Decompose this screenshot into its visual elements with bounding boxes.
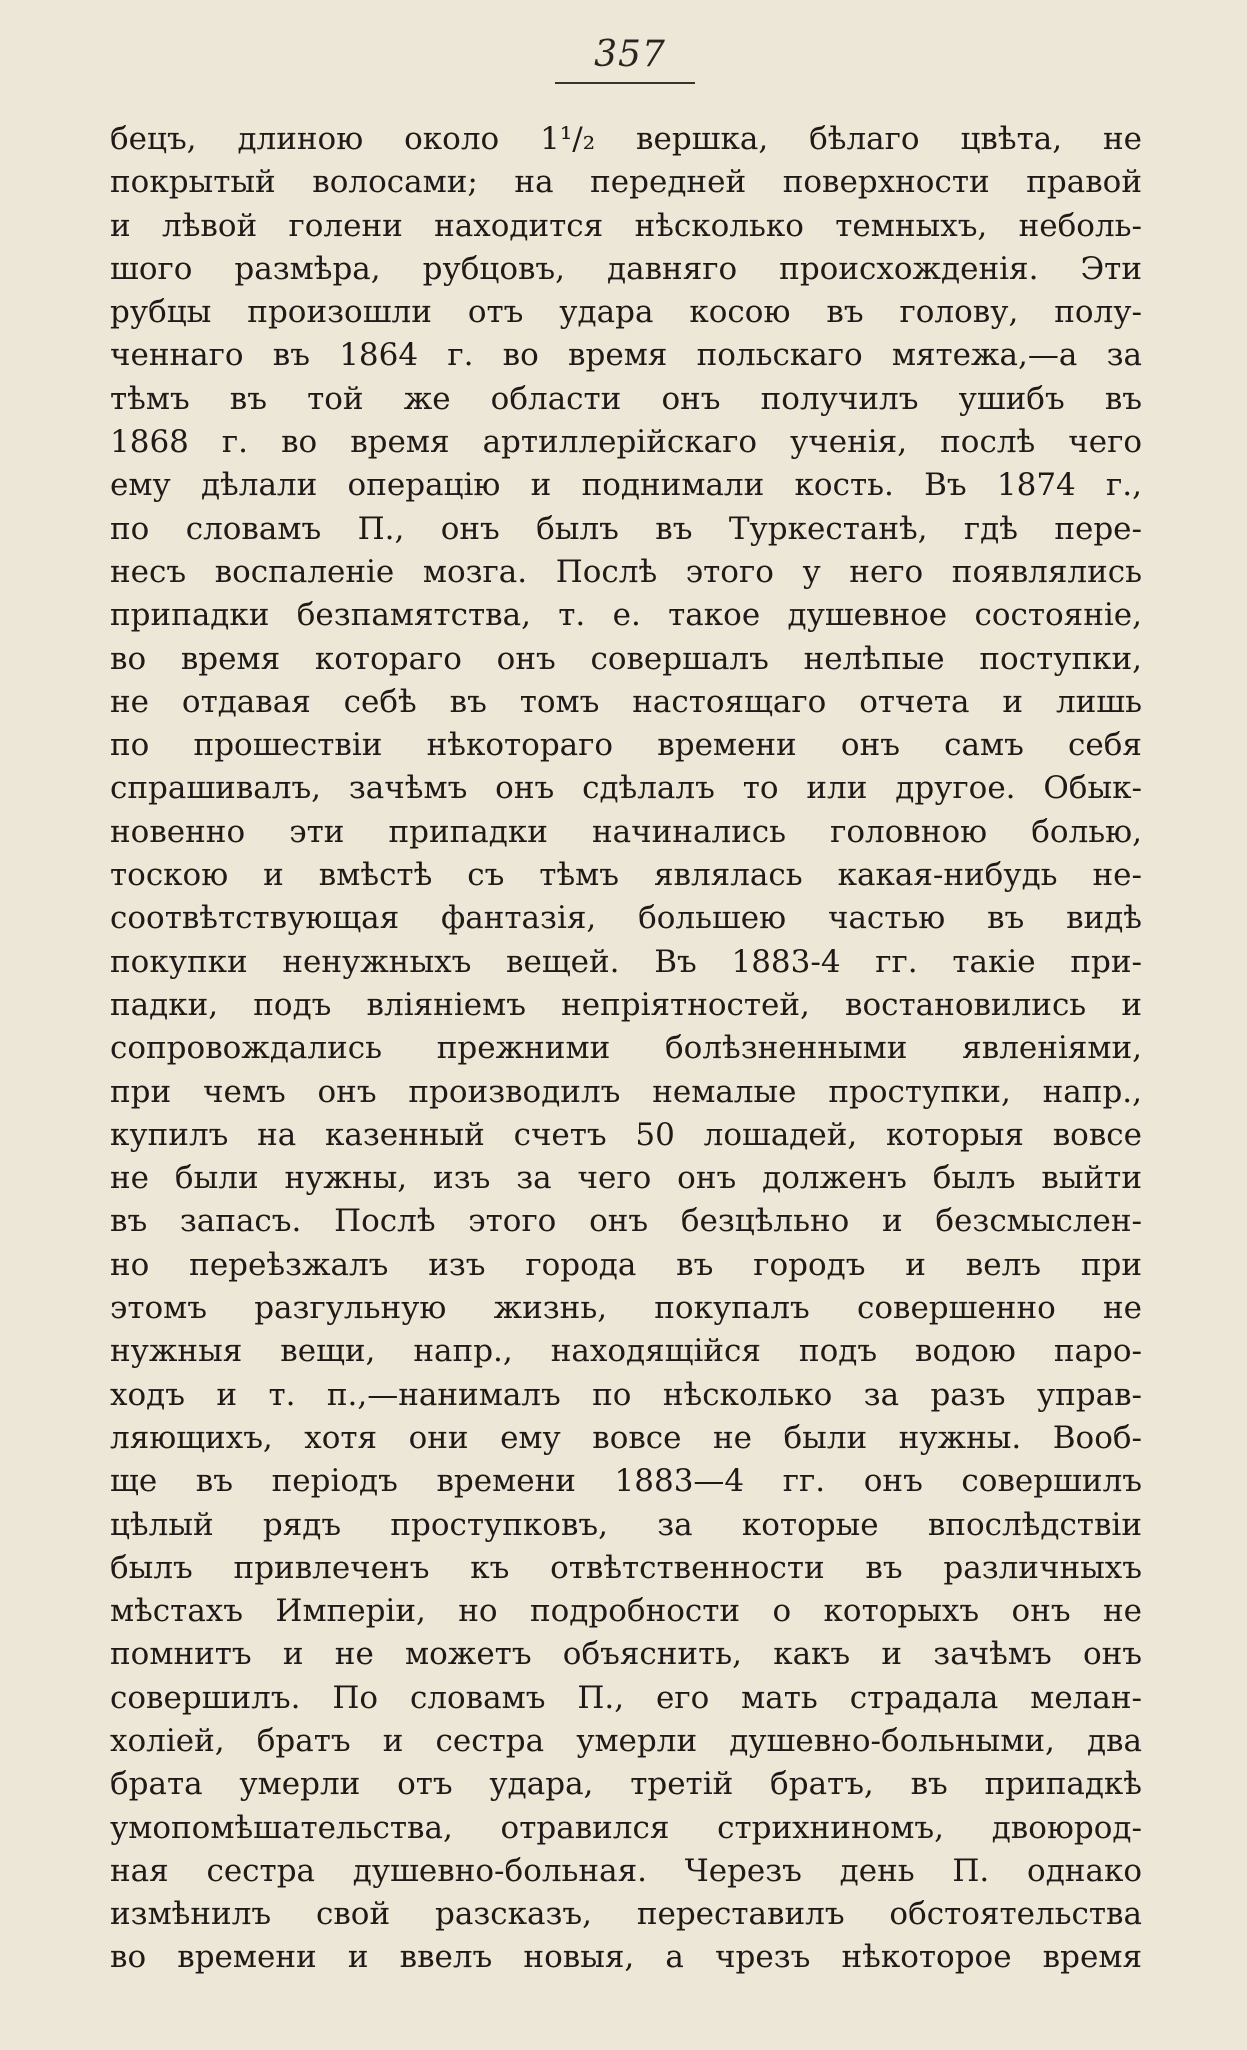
text-line: холіей, братъ и сестра умерли душевно-больными, два — [110, 1722, 1142, 1759]
text-line: по словамъ П., онъ былъ въ Туркестанѣ, гдѣ пере- — [110, 510, 1142, 547]
text-line: новенно эти припадки начинались головною болью, — [110, 813, 1142, 850]
text-line: покрытый волосами; на передней поверхности правой — [110, 164, 1142, 201]
text-line: спрашивалъ, зачѣмъ онъ сдѣлалъ то или другое. Обык- — [110, 770, 1142, 807]
page-number: 357 — [594, 34, 666, 75]
text-line: соотвѣтствующая фантазія, большею частью въ видѣ — [110, 900, 1142, 937]
text-line: этомъ разгульную жизнь, покупалъ совершенно не — [110, 1290, 1142, 1327]
text-line: бецъ, длиною около 1¹/₂ вершка, бѣлаго цвѣта, не — [110, 121, 1142, 157]
text-line: умопомѣшательства, отравился стрихниномъ, двоюрод- — [110, 1809, 1142, 1846]
text-line: не были нужны, изъ за чего онъ долженъ былъ выйти — [110, 1160, 1142, 1197]
text-line: былъ привлеченъ къ отвѣтственности въ различныхъ — [110, 1549, 1142, 1586]
text-line: тоскою и вмѣстѣ съ тѣмъ являлась какая-нибудь не- — [110, 857, 1142, 894]
text-line: мѣстахъ Имперіи, но подробности о которыхъ онъ не — [110, 1593, 1142, 1630]
text-line: во времени и ввелъ новыя, а чрезъ нѣкоторое время — [110, 1939, 1142, 1976]
text-line: измѣнилъ свой разсказъ, переставилъ обстоятельства — [110, 1896, 1142, 1933]
text-line: и лѣвой голени находится нѣсколько темныхъ, неболь- — [110, 207, 1142, 244]
text-line: покупки ненужныхъ вещей. Въ 1883-4 гг. такіе при- — [110, 943, 1142, 980]
text-line: при чемъ онъ производилъ немалые проступки, напр., — [110, 1073, 1142, 1110]
text-line: но переѣзжалъ изъ города въ городъ и велъ при — [110, 1246, 1142, 1283]
text-line: ная сестра душевно-больная. Черезъ день П. однако — [110, 1852, 1142, 1889]
text-line: купилъ на казенный счетъ 50 лошадей, которыя вовсе — [110, 1116, 1142, 1153]
text-line: шого размѣра, рубцовъ, давняго происхожденія. Эти — [110, 250, 1142, 287]
text-line: во время котораго онъ совершалъ нелѣпые поступки, — [110, 640, 1142, 677]
text-line: 1868 г. во время артиллерійскаго ученія, послѣ чего — [110, 424, 1142, 461]
text-line: ченнаго въ 1864 г. во время польскаго мятежа,—а за — [110, 337, 1142, 374]
text-line: не отдавая себѣ въ томъ настоящаго отчета и лишь — [110, 683, 1142, 720]
text-line: несъ воспаленіе мозга. Послѣ этого у него появлялись — [110, 553, 1142, 590]
text-line: припадки безпамятства, т. е. такое душевное состояніе, — [110, 597, 1142, 634]
text-line: ходъ и т. п.,—нанималъ по нѣсколько за разъ управ- — [110, 1376, 1142, 1413]
page-number-rule — [555, 82, 695, 84]
text-line: сопровождались прежними болѣзненными явленіями, — [110, 1030, 1142, 1067]
body-text — [110, 118, 1142, 1980]
text-line: тѣмъ въ той же области онъ получилъ ушибъ въ — [110, 380, 1142, 417]
text-line: ще въ періодъ времени 1883—4 гг. онъ совершилъ — [110, 1463, 1142, 1500]
text-line: нужныя вещи, напр., находящійся подъ водою паро- — [110, 1333, 1142, 1370]
text-line: падки, подъ вліяніемъ непріятностей, востановились и — [110, 986, 1142, 1023]
text-line: помнитъ и не можетъ объяснить, какъ и зачѣмъ онъ — [110, 1636, 1142, 1673]
text-line: цѣлый рядъ проступковъ, за которые впослѣдствіи — [110, 1506, 1142, 1543]
text-line: ляющихъ, хотя они ему вовсе не были нужны. Вооб- — [110, 1419, 1142, 1456]
text-line: по прошествіи нѣкотораго времени онъ самъ себя — [110, 727, 1142, 764]
text-line: брата умерли отъ удара, третій братъ, въ припадкѣ — [110, 1766, 1142, 1803]
text-line: совершилъ. По словамъ П., его мать страдала мелан- — [110, 1679, 1142, 1716]
text-line: ему дѣлали операцію и поднимали кость. Въ 1874 г., — [110, 467, 1142, 504]
text-line: въ запасъ. Послѣ этого онъ безцѣльно и безсмыслен- — [110, 1203, 1142, 1240]
text-line: рубцы произошли отъ удара косою въ голову, полу- — [110, 294, 1142, 331]
